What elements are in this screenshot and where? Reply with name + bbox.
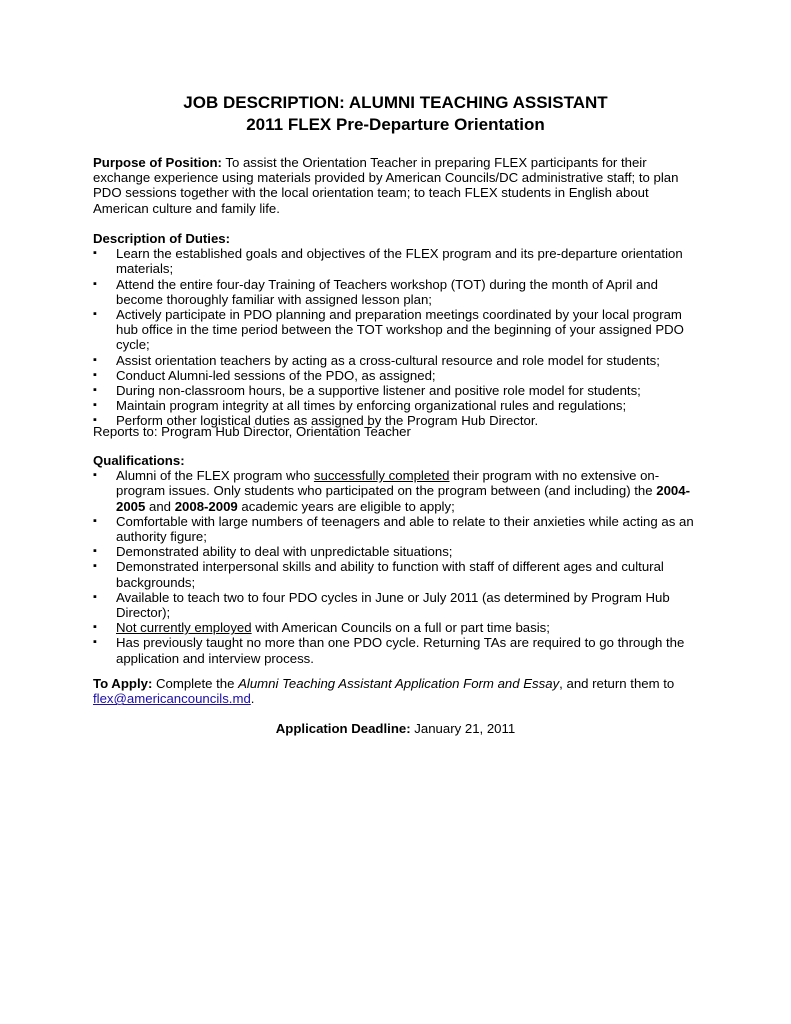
duties-section xyxy=(93,231,703,429)
purpose-paragraph xyxy=(93,155,703,216)
q1-text-b: their program with no extensive on-program issues. Only students who participated on the program between (and including) the xyxy=(116,468,660,499)
apply-text-2: , and return them to xyxy=(559,676,675,691)
apply-text-3: . xyxy=(250,691,255,707)
deadline-date: January 21, 2011 xyxy=(410,721,516,736)
list-item: ▪ Actively participate in PDO planning and preparation meetings coordinated by your local program hub office in the time period between the TOT workshop and the beginning of your assigned PDO cycle; xyxy=(93,307,703,353)
qualifications-list xyxy=(93,468,703,666)
apply-form-name: Alumni Teaching Assistant Application Form and Essay xyxy=(238,676,560,691)
apply-label: To Apply: xyxy=(93,676,153,691)
q1-text-d: academic years are eligible to apply; xyxy=(237,498,455,514)
list-item: ▪ During non-classroom hours, be a supportive listener and positive role model for students; xyxy=(93,383,703,398)
qualifications-section xyxy=(93,453,703,666)
q1-year-end: 2008-2009 xyxy=(174,498,238,514)
list-item xyxy=(93,620,703,635)
list-item: ▪ Attend the entire four-day Training of Teachers workshop (TOT) during the month of April and become thoroughly familiar with assigned lesson plan; xyxy=(93,277,703,307)
q1-underlined: successfully completed xyxy=(313,468,450,484)
list-item: ▪ Demonstrated ability to deal with unpredictable situations; xyxy=(93,544,703,559)
purpose-label: Purpose of Position: xyxy=(93,155,222,170)
q6-text: with American Councils on a full or part time basis; xyxy=(251,620,550,636)
apply-text-1: Complete the xyxy=(152,676,239,691)
deadline-line xyxy=(0,721,791,736)
duties-list xyxy=(93,246,703,428)
list-item: ▪ Has previously taught no more than one PDO cycle. Returning TAs are required to go through the application and interview process. xyxy=(93,635,703,665)
q1-text-c: and xyxy=(145,498,175,514)
list-item: ▪ Maintain program integrity at all times by enforcing organizational rules and regulations; xyxy=(93,398,703,413)
purpose-section xyxy=(93,155,703,216)
list-item: ▪ Conduct Alumni-led sessions of the PDO, as assigned; xyxy=(93,368,703,383)
email-link[interactable]: flex@americancouncils.md xyxy=(93,691,251,707)
apply-paragraph xyxy=(93,676,703,706)
deadline-label: Application Deadline: xyxy=(275,721,411,736)
duties-heading: Description of Duties: xyxy=(93,231,231,246)
document-subtitle: 2011 FLEX Pre-Departure Orientation xyxy=(246,115,545,134)
list-item xyxy=(93,468,703,514)
q1-text-a: Alumni of the FLEX program who xyxy=(116,468,314,484)
list-item: ▪ Learn the established goals and objectives of the FLEX program and its pre-departure orientation materials; xyxy=(93,246,703,276)
list-item: ▪ Perform other logistical duties as assigned by the Program Hub Director. xyxy=(93,413,703,428)
q6-underlined: Not currently employed xyxy=(116,620,252,636)
reports-to: Reports to: Program Hub Director, Orientation Teacher xyxy=(93,424,411,439)
list-item: ▪ Demonstrated interpersonal skills and ability to function with staff of different ages and cultural backgrounds; xyxy=(93,559,703,589)
q1-year-start: 2004-2005 xyxy=(116,483,690,514)
list-item: ▪ Comfortable with large numbers of teenagers and able to relate to their anxieties while acting as an authority figure; xyxy=(93,514,703,544)
purpose-text: To assist the Orientation Teacher in preparing FLEX participants for their exchange experience using materials provided by American Councils/DC administrative staff; to plan PDO sessions together with the local orientation team; to teach FLEX students in English about American culture and family life. xyxy=(93,155,679,216)
list-item: ▪ Assist orientation teachers by acting as a cross-cultural resource and role model for students; xyxy=(93,353,703,368)
list-item: ▪ Available to teach two to four PDO cycles in June or July 2011 (as determined by Program Hub Director); xyxy=(93,590,703,620)
apply-section xyxy=(93,676,703,706)
qualifications-heading: Qualifications: xyxy=(93,453,185,468)
document-title: JOB DESCRIPTION: ALUMNI TEACHING ASSISTANT xyxy=(183,93,608,112)
